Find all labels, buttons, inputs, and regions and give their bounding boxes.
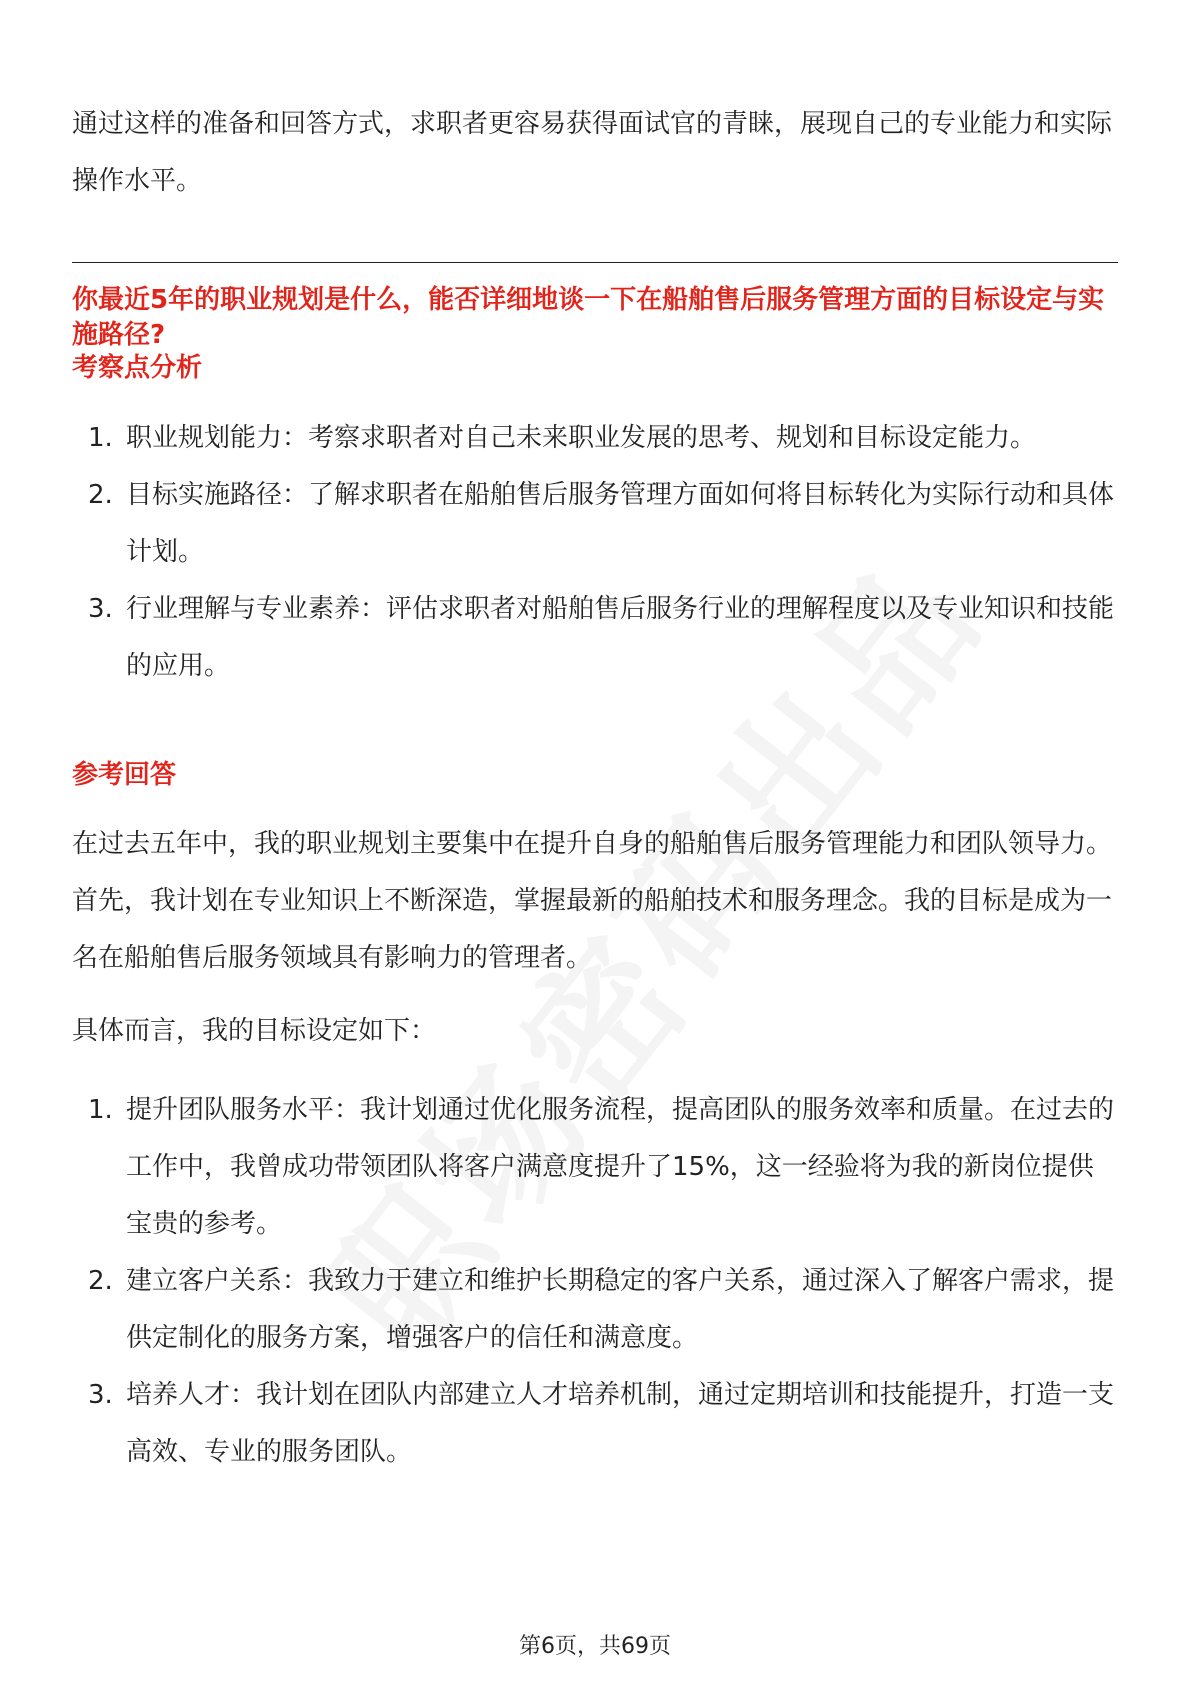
question-title: 你最近5年的职业规划是什么，能否详细地谈一下在船舶售后服务管理方面的目标设定与实施路径?	[72, 285, 1105, 350]
answer-subparagraph: 具体而言，我的目标设定如下：	[72, 1016, 437, 1046]
list-item-text: 行业理解与专业素养：评估求职者对船舶售后服务行业的理解程度以及专业知识和技能的应用。	[126, 594, 1115, 681]
answer-list	[72, 1082, 1118, 1481]
list-item	[72, 467, 1118, 581]
list-item-number: 2.	[88, 1266, 113, 1296]
list-item-number: 1.	[88, 1095, 113, 1125]
list-item-text: 目标实施路径：了解求职者在船舶售后服务管理方面如何将目标转化为实际行动和具体计划。	[126, 480, 1115, 567]
page-footer: 第6页，共69页	[519, 1634, 671, 1659]
list-item	[72, 410, 1118, 467]
list-item-number: 1.	[88, 423, 113, 453]
list-item-text: 培养人才：我计划在团队内部建立人才培养机制，通过定期培训和技能提升，打造一支高效、专业的服务团队。	[126, 1380, 1115, 1467]
list-item-number: 3.	[88, 1380, 113, 1410]
intro-paragraph: 通过这样的准备和回答方式，求职者更容易获得面试官的青睐，展现自己的专业能力和实际操作水平。	[72, 109, 1113, 196]
list-item-text: 建立客户关系：我致力于建立和维护长期稳定的客户关系，通过深入了解客户需求，提供定制化的服务方案，增强客户的信任和满意度。	[126, 1266, 1115, 1353]
list-item	[72, 1082, 1118, 1253]
list-item-text: 职业规划能力：考察求职者对自己未来职业发展的思考、规划和目标设定能力。	[126, 423, 1037, 453]
list-item	[72, 1367, 1118, 1481]
list-item-number: 2.	[88, 480, 113, 510]
section-divider	[72, 262, 1118, 263]
list-item	[72, 581, 1118, 695]
answer-paragraph: 在过去五年中，我的职业规划主要集中在提升自身的船舶售后服务管理能力和团队领导力。首先，我计划在专业知识上不断深造，掌握最新的船舶技术和服务理念。我的目标是成为一名在船舶售后服务领域具有影响力的管理者。	[72, 829, 1113, 973]
list-item	[72, 1253, 1118, 1367]
list-item-text: 提升团队服务水平：我计划通过优化服务流程，提高团队的服务效率和质量。在过去的工作中，我曾成功带领团队将客户满意度提升了15%，这一经验将为我的新岗位提供宝贵的参考。	[126, 1095, 1115, 1239]
answer-heading: 参考回答	[72, 760, 177, 790]
list-item-number: 3.	[88, 594, 113, 624]
analysis-list	[72, 410, 1118, 695]
analysis-heading: 考察点分析	[72, 353, 203, 383]
